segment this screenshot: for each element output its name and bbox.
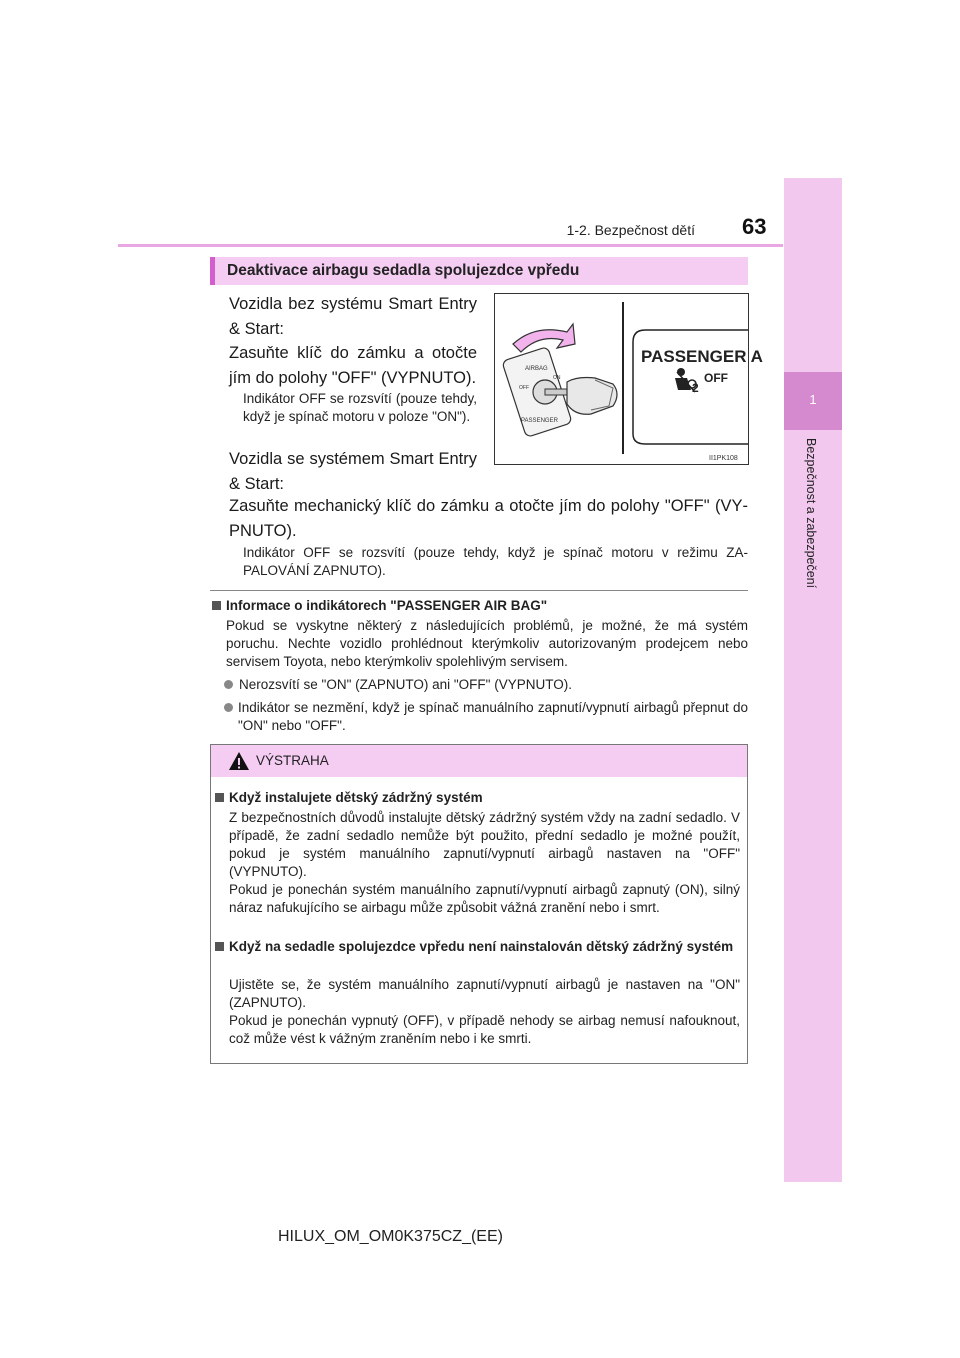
info-bullet: Nerozsvítí se "ON" (ZAPNUTO) ani "OFF" (VYPNUTO).	[239, 677, 572, 692]
warning-item2-title-row	[215, 938, 743, 956]
chapter-side-tab	[784, 178, 842, 1182]
section-divider	[210, 590, 748, 591]
no-smart-entry-label: Vozidla bez systému Smart Entry & Start:	[229, 295, 477, 338]
airbag-off-icon	[675, 368, 699, 395]
step2-text: Zasuňte mechanický klíč do zámku a otočte jím do polohy "OFF" (VYPNUTO).	[229, 497, 748, 540]
lock-label-top: AIRBAG	[525, 366, 548, 372]
airbag-switch-drawing	[495, 294, 763, 464]
step2-note: Indikátor OFF se rozsvítí (pouze tehdy, když je spínač motoru v režimu ZAPALOVÁNÍ ZAPNUTO).	[243, 545, 748, 578]
warning-item2-title: Když na sedadle spolujezdce vpředu není nainstalován dětský zádržný systém	[229, 939, 734, 954]
square-bullet-icon	[215, 793, 224, 802]
warning-label: VÝSTRAHA	[256, 753, 329, 768]
lock-label-on: ON	[553, 375, 561, 381]
display-text: PASSENGER A	[641, 347, 763, 366]
warning-item1-title: Když instalujete dětský zádržný systém	[229, 790, 483, 805]
warning-item2-text: Ujistěte se, že systém manuálního zapnutí/vypnutí airbagů je nastaven na "ON" (ZAPNUTO).	[229, 977, 740, 1010]
warning-item1-text: Z bezpečnostních důvodů instalujte dětský zádržný systém vždy na zadní sedadlo. V případě, že zadní sedadlo nemůže být použito, přední sedadlo je možné použít, pokud je systém manuálního zapnutí/vypnutí airbagů nastaven na "OFF" (VYPNUTO).	[229, 810, 740, 879]
step1-note: Indikátor OFF se rozsvítí (pouze tehdy, když je spínač motoru v poloze "ON").	[243, 391, 477, 424]
section-title: 1-2. Bezpečnost dětí	[566, 222, 695, 238]
document-code-footer: HILUX_OM_OM0K375CZ_(EE)	[278, 1228, 503, 1245]
chapter-title-vertical	[800, 438, 826, 678]
info-text: Pokud se vyskytne některý z následujících problémů, je možné, že má systém poruchu. Nechte vozidlo prohlédnout kterýmkoliv autorizovaným prodejcem nebo servisem Toyota, nebo kterýmkoliv spolehlivým servisem.	[226, 618, 748, 669]
header-rule	[118, 244, 783, 247]
section-heading-text: Deaktivace airbagu sedadla spolujezdce vpředu	[227, 262, 580, 279]
warning-item2-text2: Pokud je ponechán vypnutý (OFF), v případě nehody se airbag nemusí nafouknout, což může vést k vážným zraněním nebo i ke smrti.	[229, 1013, 740, 1046]
page-number: 63	[742, 214, 767, 239]
round-bullet-icon	[224, 703, 233, 712]
warning-item1-title-row	[215, 789, 743, 807]
smart-entry-label: Vozidla se systémem Smart Entry & Start:	[229, 450, 477, 493]
step1-text: Zasuňte klíč do zámku a otočte jím do polohy "OFF" (VYPNUTO).	[229, 344, 477, 387]
off-text: OFF	[704, 371, 728, 385]
chapter-number: 1	[809, 392, 817, 407]
warning-triangle-icon	[228, 751, 250, 776]
square-bullet-icon	[212, 601, 221, 610]
info-bullet-row	[224, 676, 748, 694]
lock-label-bottom: PASSENGER	[521, 418, 558, 424]
illustration-code: II1PK108	[709, 455, 738, 462]
info-bullet-row	[224, 699, 748, 735]
chapter-title: Bezpečnost a zabezpečení	[804, 438, 818, 589]
round-bullet-icon	[224, 680, 233, 689]
svg-text:2: 2	[692, 381, 699, 395]
warning-item1-text2: Pokud je ponechán systém manuálního zapnutí/vypnutí airbagů zapnutý (ON), silný náraz nafukujícího se airbagu může způsobit vážná zranění nebo i smrt.	[229, 882, 740, 915]
info-bullet: Indikátor se nezmění, když je spínač manuálního zapnutí/vypnutí airbagů přepnut do "ON" nebo "OFF".	[238, 700, 748, 733]
info-title-row	[212, 597, 748, 615]
airbag-switch-illustration	[494, 293, 763, 465]
section-heading	[210, 257, 748, 285]
lock-label-off: OFF	[519, 385, 529, 391]
info-title: Informace o indikátorech "PASSENGER AIR BAG"	[226, 598, 548, 613]
square-bullet-icon	[215, 942, 224, 951]
